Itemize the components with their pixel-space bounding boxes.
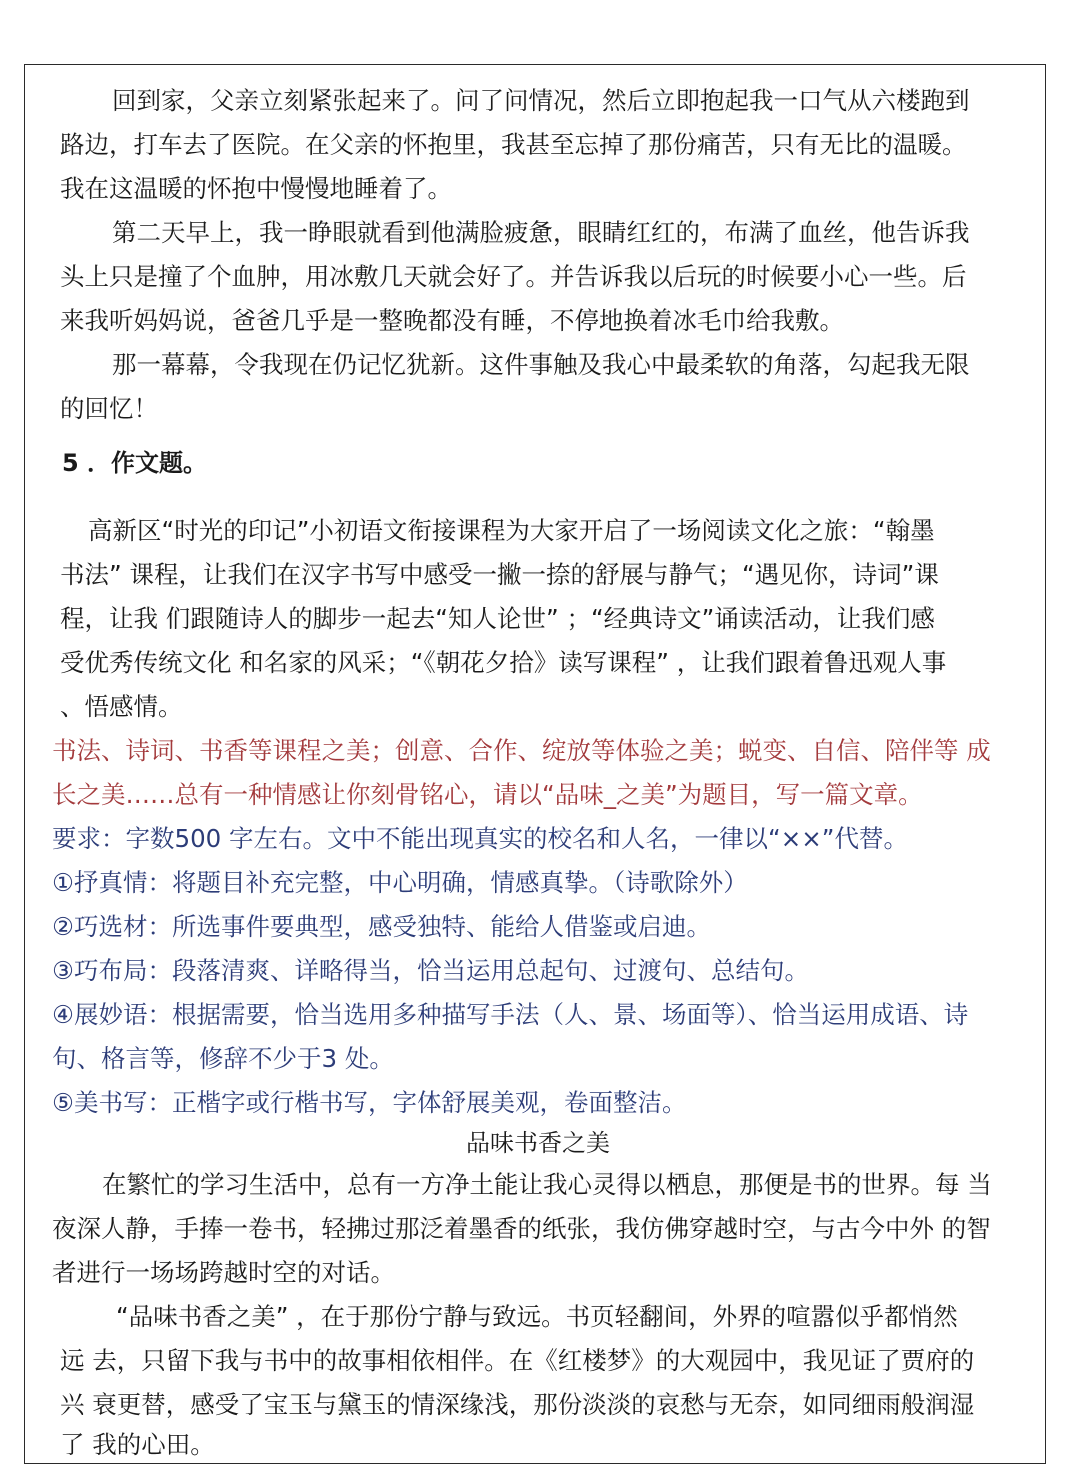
story-line: 来我听妈妈说，爸爸几乎是一整晚都没有睡，不停地换着冰毛巾给我敷。 bbox=[60, 306, 844, 335]
requirement-line: ③巧布局：段落清爽、详略得当，恰当运用总起句、过渡句、总结句。 bbox=[52, 956, 809, 985]
requirement-line: ①抒真情：将题目补充完整，中心明确，情感真挚。（诗歌除外） bbox=[52, 868, 748, 897]
prompt-line: 、悟感情。 bbox=[60, 692, 183, 721]
essay-line: “品味书香之美” ，在于那份宁静与致远。书页轻翻间，外界的喧嚣似乎都悄然 bbox=[116, 1302, 958, 1331]
essay-title: 品味书香之美 bbox=[466, 1129, 610, 1157]
prompt-line: 程，让我 们跟随诗人的脚步一起去“知人论世” ；“经典诗文”诵读活动，让我们感 bbox=[60, 604, 935, 633]
essay-line: 兴 衰更替，感受了宝玉与黛玉的情深缘浅，那份淡淡的哀愁与无奈，如同细雨般润湿 bbox=[60, 1390, 975, 1419]
story-line: 我在这温暖的怀抱中慢慢地睡着了。 bbox=[60, 174, 452, 203]
essay-line: 了 我的心田。 bbox=[60, 1430, 215, 1459]
theme-line: 书法、诗词、书香等课程之美；创意、合作、绽放等体验之美；蜕变、自信、陪伴等 成 bbox=[52, 736, 991, 765]
requirement-line: ④展妙语：根据需要，恰当选用多种描写手法（人、景、场面等）、恰当运用成语、诗 bbox=[52, 1000, 969, 1029]
requirement-line: ⑤美书写：正楷字或行楷书写，字体舒展美观，卷面整洁。 bbox=[52, 1088, 687, 1117]
story-line: 第二天早上，我一睁眼就看到他满脸疲惫，眼睛红红的，布满了血丝，他告诉我 bbox=[112, 218, 970, 247]
story-line: 的回忆！ bbox=[60, 394, 158, 423]
requirement-line: ②巧选材：所选事件要典型，感受独特、能给人借鉴或启迪。 bbox=[52, 912, 711, 941]
requirement-line: 要求：字数500 字左右。文中不能出现真实的校名和人名，一律以“××”代替。 bbox=[52, 824, 908, 853]
story-line: 路边，打车去了医院。在父亲的怀抱里，我甚至忘掉了那份痛苦，只有无比的温暖。 bbox=[60, 130, 967, 159]
prompt-line: 受优秀传统文化 和名家的风采；“《朝花夕拾》读写课程” ，让我们跟着鲁迅观人事 bbox=[60, 648, 947, 677]
question-heading: 5 ．作文题。 bbox=[62, 449, 208, 477]
story-line: 头上只是撞了个血肿，用冰敷几天就会好了。并告诉我以后玩的时候要小心一些。后 bbox=[60, 262, 967, 291]
prompt-line: 高新区“时光的印记”小初语文衔接课程为大家开启了一场阅读文化之旅：“翰墨 bbox=[88, 516, 935, 545]
prompt-line: 书法” 课程，让我们在汉字书写中感受一撇一捺的舒展与静气；“遇见你，诗词”课 bbox=[60, 560, 939, 589]
story-line: 那一幕幕，令我现在仍记忆犹新。这件事触及我心中最柔软的角落，勾起我无限 bbox=[112, 350, 970, 379]
essay-line: 夜深人静，手捧一卷书，轻拂过那泛着墨香的纸张，我仿佛穿越时空，与古今中外 的智 bbox=[52, 1214, 991, 1243]
requirement-line: 句、格言等，修辞不少于3 处。 bbox=[52, 1044, 394, 1073]
essay-line: 者进行一场场跨越时空的对话。 bbox=[52, 1258, 395, 1287]
essay-line: 在繁忙的学习生活中，总有一方净土能让我心灵得以栖息，那便是书的世界。每 当 bbox=[102, 1170, 992, 1199]
theme-line: 长之美……总有一种情感让你刻骨铭心，请以“品味_之美”为题目，写一篇文章。 bbox=[52, 780, 923, 809]
story-line: 回到家，父亲立刻紧张起来了。问了问情况，然后立即抱起我一口气从六楼跑到 bbox=[112, 86, 970, 115]
essay-line: 远 去，只留下我与书中的故事相依相伴。在《红楼梦》的大观园中，我见证了贾府的 bbox=[60, 1346, 975, 1375]
